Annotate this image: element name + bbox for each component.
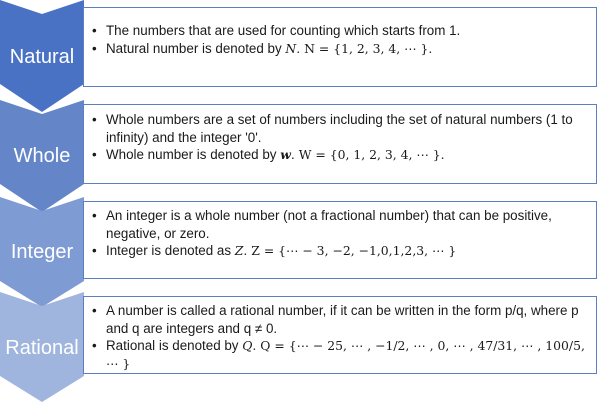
natural-denoted-text: Natural number is denoted by: [106, 40, 286, 56]
chevron-whole-label: Whole: [13, 145, 71, 167]
chevron-rational: [0, 292, 84, 402]
integer-bullet-2: [92, 242, 588, 260]
whole-description-box: [83, 104, 597, 184]
integer-denoted-text: Integer is denoted as: [106, 243, 235, 258]
chevron-natural: [0, 0, 84, 112]
natural-set-expression: . N = {1, 2, 3, 4, ⋯ }.: [296, 40, 433, 56]
whole-set-expression: . W = {0, 1, 2, 3, 4, ⋯ }.: [290, 147, 445, 162]
whole-symbol: w: [280, 147, 291, 162]
rational-bullet-1: • A number is called a rational number, if it can be written in the form p/q, where p and q are integers and q ≠ 0.: [92, 302, 588, 337]
natural-symbol: N: [285, 40, 297, 56]
rational-description-box: [83, 296, 597, 374]
whole-bullet-2: [92, 146, 588, 164]
integer-description-box: [83, 201, 597, 279]
whole-bullet-1: • Whole numbers are a set of numbers including the set of natural numbers (1 to infinity) and the integer '0'.: [92, 111, 588, 146]
rational-symbol: Q: [242, 338, 253, 353]
natural-bullet-2: [92, 40, 588, 58]
chevron-rational-label: Rational: [5, 337, 79, 359]
integer-set-expression: . Z = {⋯ − 3, −2, −1,0,1,2,3, ⋯ }: [243, 243, 457, 258]
natural-bullet-1: • The numbers that are used for counting which starts from 1.: [92, 22, 588, 40]
chevron-integer-label: Integer: [10, 241, 74, 263]
chevron-whole: [0, 100, 84, 212]
chevron-natural-label: Natural: [9, 46, 75, 68]
whole-denoted-text: Whole number is denoted by: [106, 147, 281, 162]
rational-denoted-text: Rational is denoted by: [106, 338, 243, 353]
rational-set-expression: . Q = {⋯ − 25, ⋯ , −1/2, ⋯ , 0, ⋯ , 47/31, ⋯ , 100/5, ⋯ }: [106, 338, 585, 371]
natural-description-box: [83, 7, 597, 87]
rational-bullet-2: [92, 337, 588, 372]
chevron-integer: [0, 197, 84, 307]
integer-symbol: Z: [234, 243, 244, 258]
integer-bullet-1: • An integer is a whole number (not a fractional number) that can be positive, negative, or zero.: [92, 207, 588, 242]
